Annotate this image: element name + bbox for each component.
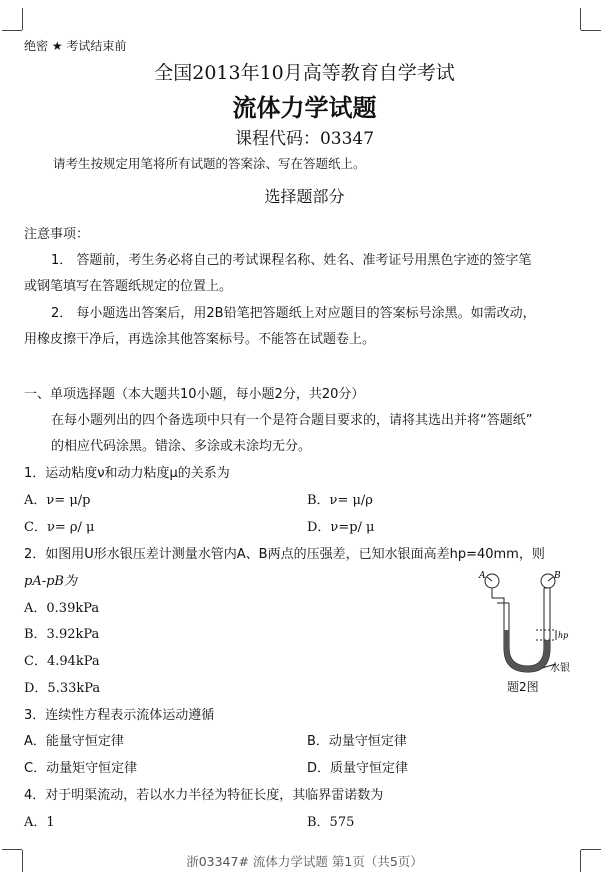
- instruction: 请考生按规定用笔将所有试题的答案涂、写在答题纸上。: [53, 156, 366, 171]
- question-3-stem: 3．连续性方程表示流体运动遵循: [24, 708, 215, 723]
- part-desc-line-1: 在每小题列出的四个备选项中只有一个是符合题目要求的，请将其选出并将“答题纸”: [51, 413, 533, 428]
- crop-mark: [2, 30, 22, 31]
- question-3-option-c: C．动量矩守恒定律: [24, 761, 138, 776]
- question-4-option-a: A．1: [24, 815, 55, 830]
- note-1-line-1: 1． 答题前，考生务必将自己的考试课程名称、姓名、准考证号用黑色字迹的签字笔: [51, 253, 532, 268]
- page-title: 流体力学试题: [232, 94, 377, 122]
- exam-title: 全国2013年10月高等教育自学考试: [154, 62, 455, 84]
- note-2-line-2: 用橡皮擦干净后，再选涂其他答案标号。不能答在试题卷上。: [24, 332, 376, 347]
- secret-label: 绝密 ★ 考试结束前: [24, 39, 127, 53]
- course-code: 课程代码：03347: [234, 129, 375, 149]
- question-3-option-a: A．能量守恒定律: [24, 734, 124, 749]
- part-desc-line-2: 的相应代码涂黑。错涂、多涂或未涂均无分。: [51, 439, 312, 454]
- question-3-option-d: D．质量守恒定律: [307, 761, 409, 776]
- question-2-option-d: D．5.33kPa: [24, 681, 101, 696]
- page-footer: 浙03347# 流体力学试题 第1页（共5页）: [186, 854, 423, 869]
- question-2-option-a: A．0.39kPa: [24, 601, 100, 616]
- figure-caption: 题2图: [507, 680, 539, 694]
- crop-mark: [581, 30, 601, 31]
- crop-mark: [580, 8, 581, 30]
- question-1-option-c: C．ν= ρ/ μ: [24, 520, 95, 535]
- crop-mark: [2, 849, 22, 850]
- part-heading: 一、单项选择题（本大题共10小题，每小题2分，共20分）: [24, 387, 365, 402]
- question-1-option-a: A．ν= μ/p: [24, 493, 91, 508]
- question-4-option-b: B．575: [307, 815, 355, 830]
- note-2-line-1: 2． 每小题选出答案后，用2B铅笔把答题纸上对应题目的答案标号涂黑。如需改动，: [51, 306, 536, 321]
- question-2-stem-line-2: pA-pB为: [24, 574, 77, 589]
- question-2-option-c: C．4.94kPa: [24, 654, 100, 669]
- note-1-line-2: 或钢笔填写在答题纸规定的位置上。: [24, 279, 233, 294]
- label-b: B: [554, 571, 561, 581]
- label-a: A: [479, 571, 486, 581]
- question-1-stem: 1．运动粘度ν和动力粘度μ的关系为: [24, 466, 230, 481]
- crop-mark: [22, 8, 23, 30]
- label-hp: hp: [558, 631, 569, 640]
- crop-mark: [581, 849, 601, 850]
- question-1-option-d: D．ν=p/ μ: [307, 520, 375, 535]
- notes-heading: 注意事项：: [24, 227, 90, 242]
- question-4-stem: 4．对于明渠流动，若以水力半径为特征长度，其临界雷诺数为: [24, 788, 384, 803]
- u-tube-manometer-figure: [470, 568, 585, 693]
- section-title: 选择题部分: [264, 187, 345, 206]
- question-1-option-b: B．ν= μ/ρ: [307, 493, 373, 508]
- question-2-stem-line-1: 2．如图用U形水银压差计测量水管内A、B两点的压强差，已知水银面高差hp=40mm，则: [24, 547, 545, 562]
- question-3-option-b: B．动量守恒定律: [307, 734, 407, 749]
- question-2-option-b: B．3.92kPa: [24, 627, 100, 642]
- label-mercury: 水银: [550, 663, 570, 674]
